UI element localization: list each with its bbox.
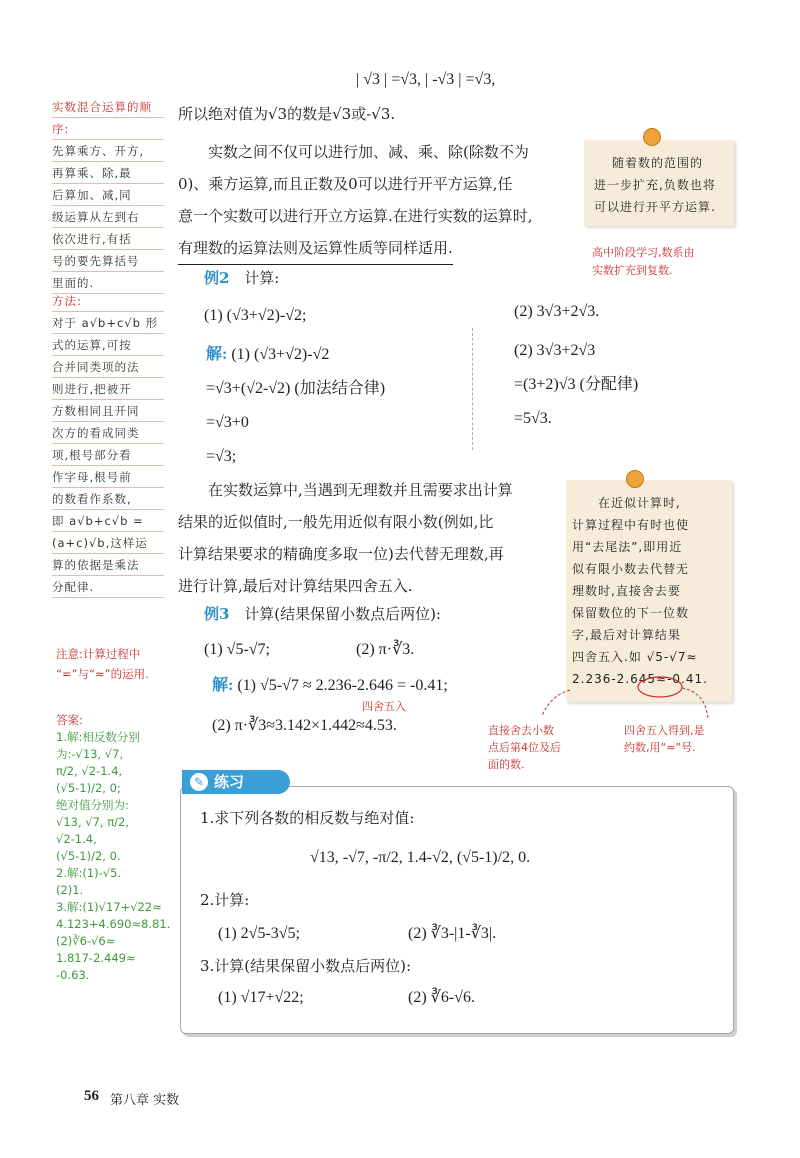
abs-result-line: 所以绝对值为√3的数是√3或-√3. [178, 105, 396, 123]
para-line: 0)、乘方运算,而且正数及0可以进行开平方运算,任 [178, 175, 513, 193]
sidebar-method-body [52, 312, 164, 598]
exercise-q3-a: (1) √17+√22; [218, 989, 304, 1006]
note-line: 字,最后对计算结果 [572, 628, 681, 642]
para-line: 在实数运算中,当遇到无理数并且需要求出计算 [208, 481, 513, 499]
sol-line: =√3+(√2-√2) (加法结合律) [206, 380, 386, 397]
note-line: 可以进行开平方运算. [594, 200, 716, 214]
example-3-solution-1 [212, 676, 448, 696]
column-divider [472, 328, 473, 450]
para-line: 结果的近似值时,一般先用近似有限小数(例如,比 [178, 513, 494, 531]
hand-line: 高中阶段学习,数系由 [592, 246, 695, 259]
answer-line: (√5-1)/2, 0; [56, 781, 121, 795]
sidebar-line: 则进行,把被开 [52, 382, 132, 396]
paragraph-1 [178, 136, 533, 265]
exercise-q1-items: √13, -√7, -π/2, 1.4-√2, (√5-1)/2, 0. [310, 849, 531, 866]
annot-round: 四舍五入 [362, 700, 406, 713]
note-line: 计算过程中有时也使 [572, 518, 690, 532]
sol-line: (2) 3√3+2√3 [514, 342, 596, 359]
sidebar-line: 的数看作系数, [52, 492, 132, 506]
answer-line: 3.解:(1)√17+√22≈ [56, 900, 162, 914]
example-3-q2: (2) π·∛3. [356, 641, 415, 658]
sidebar-line: 号的要先算括号 [52, 254, 140, 268]
note-line: 似有限小数去代替无 [572, 562, 690, 576]
hand-line: 直接舍去小数 [488, 724, 554, 737]
sidebar-line: 级运算从左到右 [52, 210, 140, 224]
answers-block [56, 712, 170, 984]
handwritten-note-rounding [624, 722, 705, 756]
sidebar-line: 对于 a√b+c√b 形 [52, 316, 159, 330]
sol-line: =√3+0 [206, 414, 249, 431]
note-line: 随着数的范围的 [612, 156, 704, 170]
example-2-heading [204, 268, 279, 288]
hand-line: 面的数. [488, 758, 525, 771]
paragraph-2 [178, 474, 513, 602]
exercise-q2-b: (2) ∛3-|1-∛3|. [408, 925, 497, 942]
side-note-attention [56, 644, 149, 684]
sidebar-line: 再算乘、除,最 [52, 166, 132, 180]
sidebar-line: 算的依据是乘法 [52, 558, 140, 572]
hand-line: 实数扩充到复数. [592, 264, 673, 277]
sol-line: =5√3. [514, 410, 552, 427]
answer-line: -0.63. [56, 968, 90, 982]
hand-line: 点后第4位及后 [488, 741, 561, 754]
note-line: 在近似计算时, [598, 496, 681, 510]
note-line: 2.236-2.645≈-0.41. [572, 672, 708, 686]
para-line: 有理数的运算法则及运算性质等同样适用. [178, 232, 453, 265]
page-number: 56 [84, 1088, 99, 1104]
exercise-q2-a: (1) 2√5-3√5; [218, 925, 300, 942]
sidebar-line: 里面的. [52, 276, 95, 290]
sidebar-line: 项,根号部分看 [52, 448, 132, 462]
exercise-q3: 3.计算(结果保留小数点后两位): [200, 957, 412, 975]
note-line: 理数时,直接舍去要 [572, 584, 681, 598]
example-label: 例2 [204, 269, 230, 287]
exercise-icon: ✎ [190, 773, 208, 791]
side-note-line: “=”与“≈”的运用. [56, 667, 149, 681]
answer-line: √2-1.4, [56, 832, 97, 846]
answers-title: 答案: [56, 713, 83, 727]
sidebar-method [52, 290, 164, 598]
handwritten-note-truncate [488, 722, 561, 773]
sticky-note-approx [566, 480, 732, 702]
chapter-title: 第八章 实数 [110, 1093, 180, 1108]
sidebar-line: (a+c)√b,这样运 [52, 536, 148, 550]
answer-line: 为:-√13, √7, [56, 747, 124, 761]
para-line: 实数之间不仅可以进行加、减、乘、除(除数不为 [208, 143, 529, 161]
answer-line: 2.解:(1)-√5. [56, 866, 122, 880]
pin-icon [626, 470, 644, 488]
answer-line: 1.817-2.449≈ [56, 951, 136, 965]
sidebar-mixed-ops [52, 96, 164, 294]
note-line: 用“去尾法”,即用近 [572, 540, 683, 554]
answer-line: (2)∛6-√6≈ [56, 934, 116, 948]
solution-label: 解: [212, 677, 234, 694]
note-line: 进一步扩充,负数也将 [594, 178, 716, 192]
example-label: 例3 [204, 605, 230, 623]
sidebar-mixed-body [52, 140, 164, 294]
sol-line: =√3; [206, 448, 237, 465]
side-note-line: 注意:计算过程中 [56, 647, 141, 661]
sidebar-line: 依次进行,有括 [52, 232, 132, 246]
note-line: 四舍五入.如 √5-√7≈ [572, 650, 698, 664]
sidebar-line: 合并同类项的法 [52, 360, 140, 374]
answer-line: (2)1. [56, 883, 84, 897]
annotation-arrows [530, 676, 730, 726]
para-line: 进行计算,最后对计算结果四舍五入. [178, 577, 413, 595]
handwritten-note-complex [592, 244, 695, 280]
sidebar-method-title: 方法: [52, 290, 164, 312]
exercise-q2: 2.计算: [200, 891, 250, 909]
answer-line: 1.解:相反数分别 [56, 730, 140, 744]
sticky-note-range [584, 140, 734, 226]
example-2-q1: (1) (√3+√2)-√2; [204, 307, 307, 324]
sidebar-line: 式的运算,可按 [52, 338, 132, 352]
answer-line: 绝对值分别为: [56, 798, 129, 812]
sidebar-line: 方数相同且开同 [52, 404, 140, 418]
example-3-q1: (1) √5-√7; [204, 641, 270, 658]
example-2-solution-1 [206, 338, 385, 474]
example-2-solution-2 [514, 334, 638, 436]
example-title: 计算(结果保留小数点后两位): [244, 605, 441, 623]
example-title: 计算: [244, 269, 280, 287]
exercise-q3-b: (2) ∛6-√6. [408, 989, 475, 1006]
sol-line: (1) √5-√7 ≈ 2.236-2.646 = -0.41; [237, 677, 448, 694]
sol-line: =(3+2)√3 (分配律) [514, 376, 639, 393]
exercise-tag-label: 练习 [214, 773, 245, 791]
exercise-tag [182, 770, 290, 794]
sidebar-line: 后算加、减,同 [52, 188, 132, 202]
exercise-q1: 1.求下列各数的相反数与绝对值: [200, 809, 415, 827]
hand-line: 约数,用“≈”号. [624, 741, 696, 754]
sidebar-line: 先算乘方、开方, [52, 144, 145, 158]
example-3-solution-2: (2) π·∛3≈3.142×1.442≈4.53. [212, 717, 397, 734]
sol-line: (1) (√3+√2)-√2 [231, 346, 330, 363]
sidebar-line: 作字母,根号前 [52, 470, 132, 484]
answer-line: π/2, √2-1.4, [56, 764, 123, 778]
sidebar-line: 分配律. [52, 580, 95, 594]
pin-icon [643, 128, 661, 146]
answer-line: 4.123+4.690≈8.81. [56, 917, 171, 931]
example-3-heading [204, 604, 441, 624]
sidebar-mixed-title: 实数混合运算的顺序: [52, 96, 164, 140]
example-2-q2: (2) 3√3+2√3. [514, 303, 600, 320]
para-line: 意一个实数可以进行开立方运算.在进行实数的运算时, [178, 207, 533, 225]
hand-line: 四舍五入得到,是 [624, 724, 705, 737]
answer-line: (√5-1)/2, 0. [56, 849, 121, 863]
solution-label: 解: [206, 346, 228, 363]
sidebar-line: 即 a√b+c√b = [52, 514, 144, 528]
sidebar-line: 次方的看成同类 [52, 426, 140, 440]
top-abs-line: | √3 | =√3, | -√3 | =√3, [356, 71, 496, 88]
note-line: 保留数位的下一位数 [572, 606, 690, 620]
answer-line: √13, √7, π/2, [56, 815, 129, 829]
para-line: 计算结果要求的精确度多取一位)去代替无理数,再 [178, 545, 504, 563]
